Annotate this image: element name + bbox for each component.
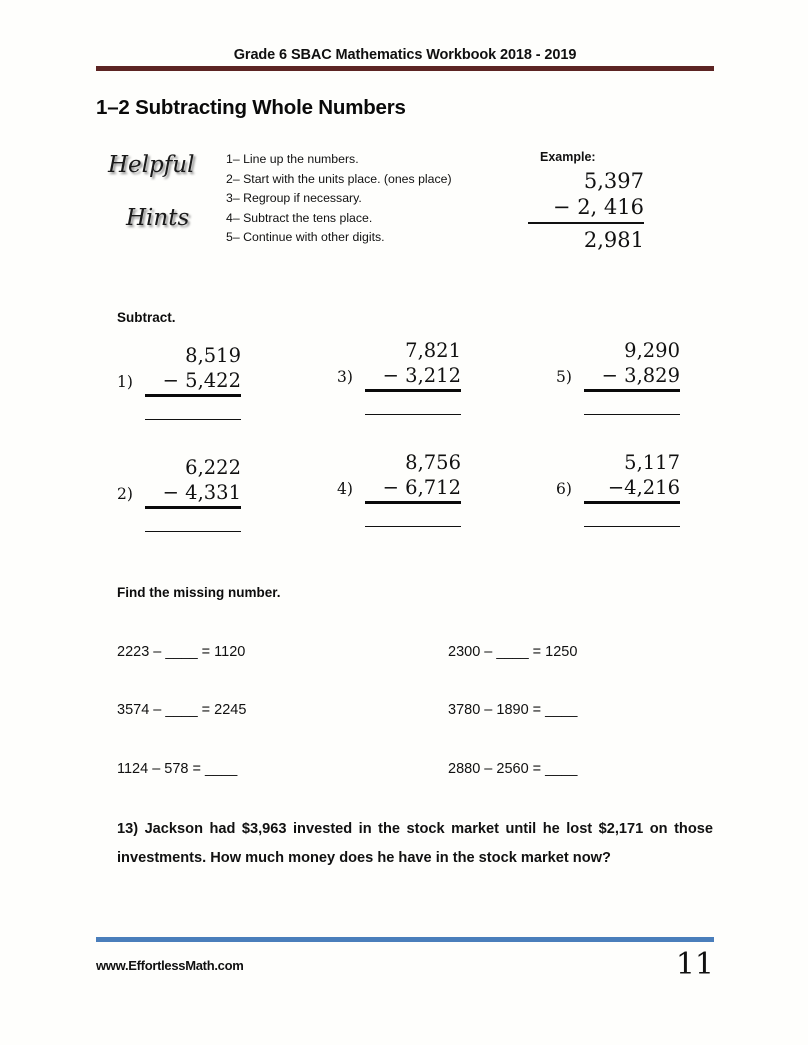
hints-list [226,150,526,248]
missing-question-12[interactable]: 2880 – 2560 = ____ [448,761,578,777]
lesson-title: 1–2 Subtracting Whole Numbers [96,96,406,119]
problem-subtrahend: − 4,331 [162,481,241,504]
footer-divider-rule [96,937,714,942]
example-rule [528,222,644,224]
problem-calculation [145,455,241,532]
problem-minuend: 8,519 [185,344,241,367]
example-label: Example: [540,150,596,164]
problem-number: 3) [337,368,353,386]
missing-question-8[interactable]: 3574 – ____ = 2245 [117,702,247,718]
missing-question-9[interactable]: 1124 – 578 = ____ [117,761,238,777]
problem-number: 6) [556,480,572,498]
footer-website[interactable]: www.EffortlessMath.com [96,958,244,973]
problem-calculation [584,338,680,415]
problem-calculation [365,338,461,415]
missing-question-11[interactable]: 3780 – 1890 = ____ [448,702,578,718]
problem-rule [145,506,241,509]
problem-number: 4) [337,480,353,498]
example-subtrahend: − 2, 416 [552,195,644,219]
hints-word-helpful: Helpful [108,152,195,178]
missing-question-10[interactable]: 2300 – ____ = 1250 [448,644,578,660]
hint-line: 5– Continue with other digits. [226,230,385,244]
word-problem-13[interactable]: 13) Jackson had $3,963 invested in the stock market until he lost $2,171 on those investments. How much money does he have in the stock market now? [117,821,713,866]
problem-number: 5) [556,368,572,386]
hints-word-hints: Hints [126,205,190,231]
problem-answer-blank[interactable] [145,531,241,532]
problem-minuend: 9,290 [624,339,680,362]
hint-line: 4– Subtract the tens place. [226,210,373,225]
problem-minuend: 7,821 [405,339,461,362]
problem-rule [365,389,461,392]
example-calculation [528,168,644,253]
problem-calculation [365,450,461,527]
problem-answer-blank[interactable] [584,414,680,415]
header-divider-rule [96,66,714,71]
problem-subtrahend: − 5,422 [162,369,241,392]
problem-rule [145,394,241,397]
problem-subtrahend: − 6,712 [382,476,461,499]
problem-subtrahend: −4,216 [607,476,680,499]
footer-page-number: 11 [675,947,714,982]
problem-minuend: 5,117 [624,451,680,474]
section-label-subtract: Subtract. [117,310,176,325]
workbook-header-title: Grade 6 SBAC Mathematics Workbook 2018 - 2019 [233,47,577,63]
problem-answer-blank[interactable] [365,526,461,527]
problem-calculation [145,343,241,420]
problem-rule [584,501,680,504]
hint-line: 1– Line up the numbers. [226,152,359,166]
problem-rule [365,501,461,504]
problem-subtrahend: − 3,212 [382,364,461,387]
problem-answer-blank[interactable] [145,419,241,420]
problem-calculation [584,450,680,527]
section-label-missing-number: Find the missing number. [117,585,281,600]
problem-answer-blank[interactable] [584,526,680,527]
hint-line: 2– Start with the units place. (ones place) [226,171,452,186]
problem-minuend: 6,222 [185,456,241,479]
problem-minuend: 8,756 [405,451,461,474]
problem-subtrahend: − 3,829 [601,364,680,387]
problem-rule [584,389,680,392]
example-result: 2,981 [583,228,644,252]
problem-number: 1) [117,373,133,391]
problem-number: 2) [117,485,133,503]
example-minuend: 5,397 [583,169,644,193]
problem-answer-blank[interactable] [365,414,461,415]
hint-line: 3– Regroup if necessary. [226,191,362,205]
missing-question-7[interactable]: 2223 – ____ = 1120 [117,644,246,660]
